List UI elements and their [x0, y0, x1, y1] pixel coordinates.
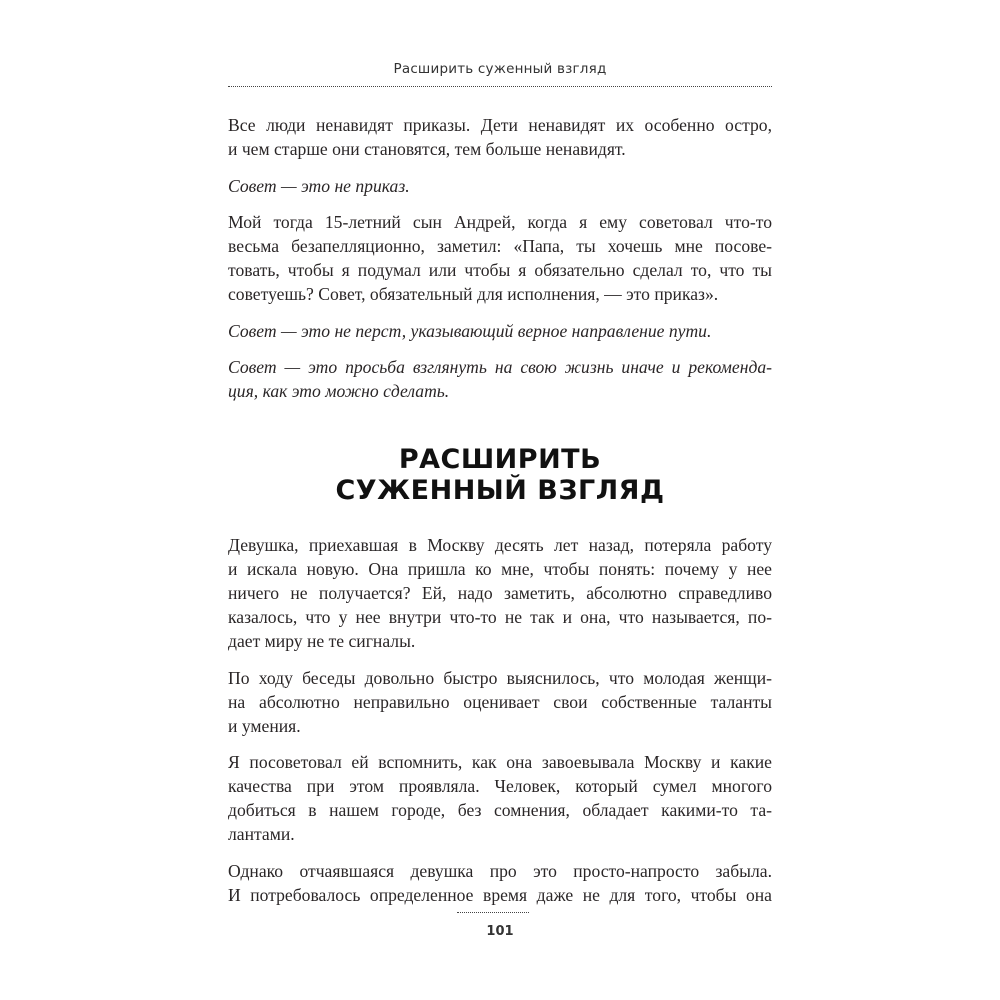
text-line: И потребовалось определенное время даже не для того, чтобы она: [228, 884, 772, 905]
paragraph: [228, 750, 772, 846]
text-line: По ходу беседы довольно быстро выяснилось, что молодая женщи-: [228, 667, 772, 688]
text-line: Все люди ненавидят приказы. Дети ненавидят их особенно остро,: [228, 115, 772, 135]
text-line: Девушка, приехавшая в Москву десять лет назад, потеряла работу: [228, 535, 772, 555]
heading-line-1: РАСШИРИТЬ: [398, 444, 602, 475]
text-line: товать, чтобы я подумал или чтобы я обязательно сделал то, что ты: [228, 260, 772, 280]
text-line: весьма безапелляционно, заметил: «Папа, ты хочешь мне посове-: [228, 236, 772, 256]
text-line: лантами.: [228, 824, 295, 844]
text-line: Совет — это не приказ.: [228, 175, 410, 196]
header-dotted-divider: [228, 86, 772, 87]
paragraph: [228, 174, 772, 198]
chapter-heading: [228, 444, 772, 506]
text-line: Однако отчаявшаяся девушка про это просто-напросто забыла.: [228, 860, 772, 881]
footer-dotted-divider: [457, 912, 529, 913]
text-line: и искала новую. Она пришла ко мне, чтобы понять: почему у нее: [228, 559, 772, 579]
page-number: 101: [486, 924, 514, 939]
text-line: на абсолютно неправильно оценивает свои собственные таланты: [228, 691, 772, 712]
paragraph: [228, 355, 772, 403]
text-line: Совет — это просьба взглянуть на свою жизнь иначе и рекоменда-: [228, 357, 772, 377]
text-section-2: [228, 533, 772, 919]
paragraph: [228, 859, 772, 907]
heading-line-2: СУЖЕННЫЙ ВЗГЛЯД: [335, 475, 665, 506]
text-line: и чем старше они становятся, тем больше ненавидят.: [228, 139, 626, 159]
paragraph: [228, 319, 772, 343]
text-line: качества при этом проявляла. Человек, который сумел многого: [228, 776, 772, 796]
text-line: казалось, что у нее внутри что-то не так и она, что называется, по-: [228, 607, 772, 627]
text-line: ция, как это можно сделать.: [228, 381, 450, 401]
text-line: Я посоветовал ей вспомнить, как она завоевывала Москву и какие: [228, 752, 772, 772]
text-line: Совет — это не перст, указывающий верное направление пути.: [228, 320, 712, 341]
paragraph: [228, 533, 772, 653]
text-section-1: [228, 113, 772, 416]
paragraph: [228, 113, 772, 161]
text-line: дает миру не те сигналы.: [228, 631, 416, 651]
paragraph: [228, 666, 772, 738]
text-line: и умения.: [228, 715, 301, 736]
text-line: Мой тогда 15-летний сын Андрей, когда я ему советовал что-то: [228, 212, 772, 232]
text-line: ничего не получается? Ей, надо заметить, абсолютно справедливо: [228, 583, 772, 603]
running-header: Расширить суженный взгляд: [393, 61, 607, 77]
text-line: добиться в нашем городе, без сомнения, обладает какими-то та-: [228, 800, 772, 820]
text-line: советуешь? Совет, обязательный для исполнения, — это приказ».: [228, 284, 719, 304]
paragraph: [228, 210, 772, 306]
